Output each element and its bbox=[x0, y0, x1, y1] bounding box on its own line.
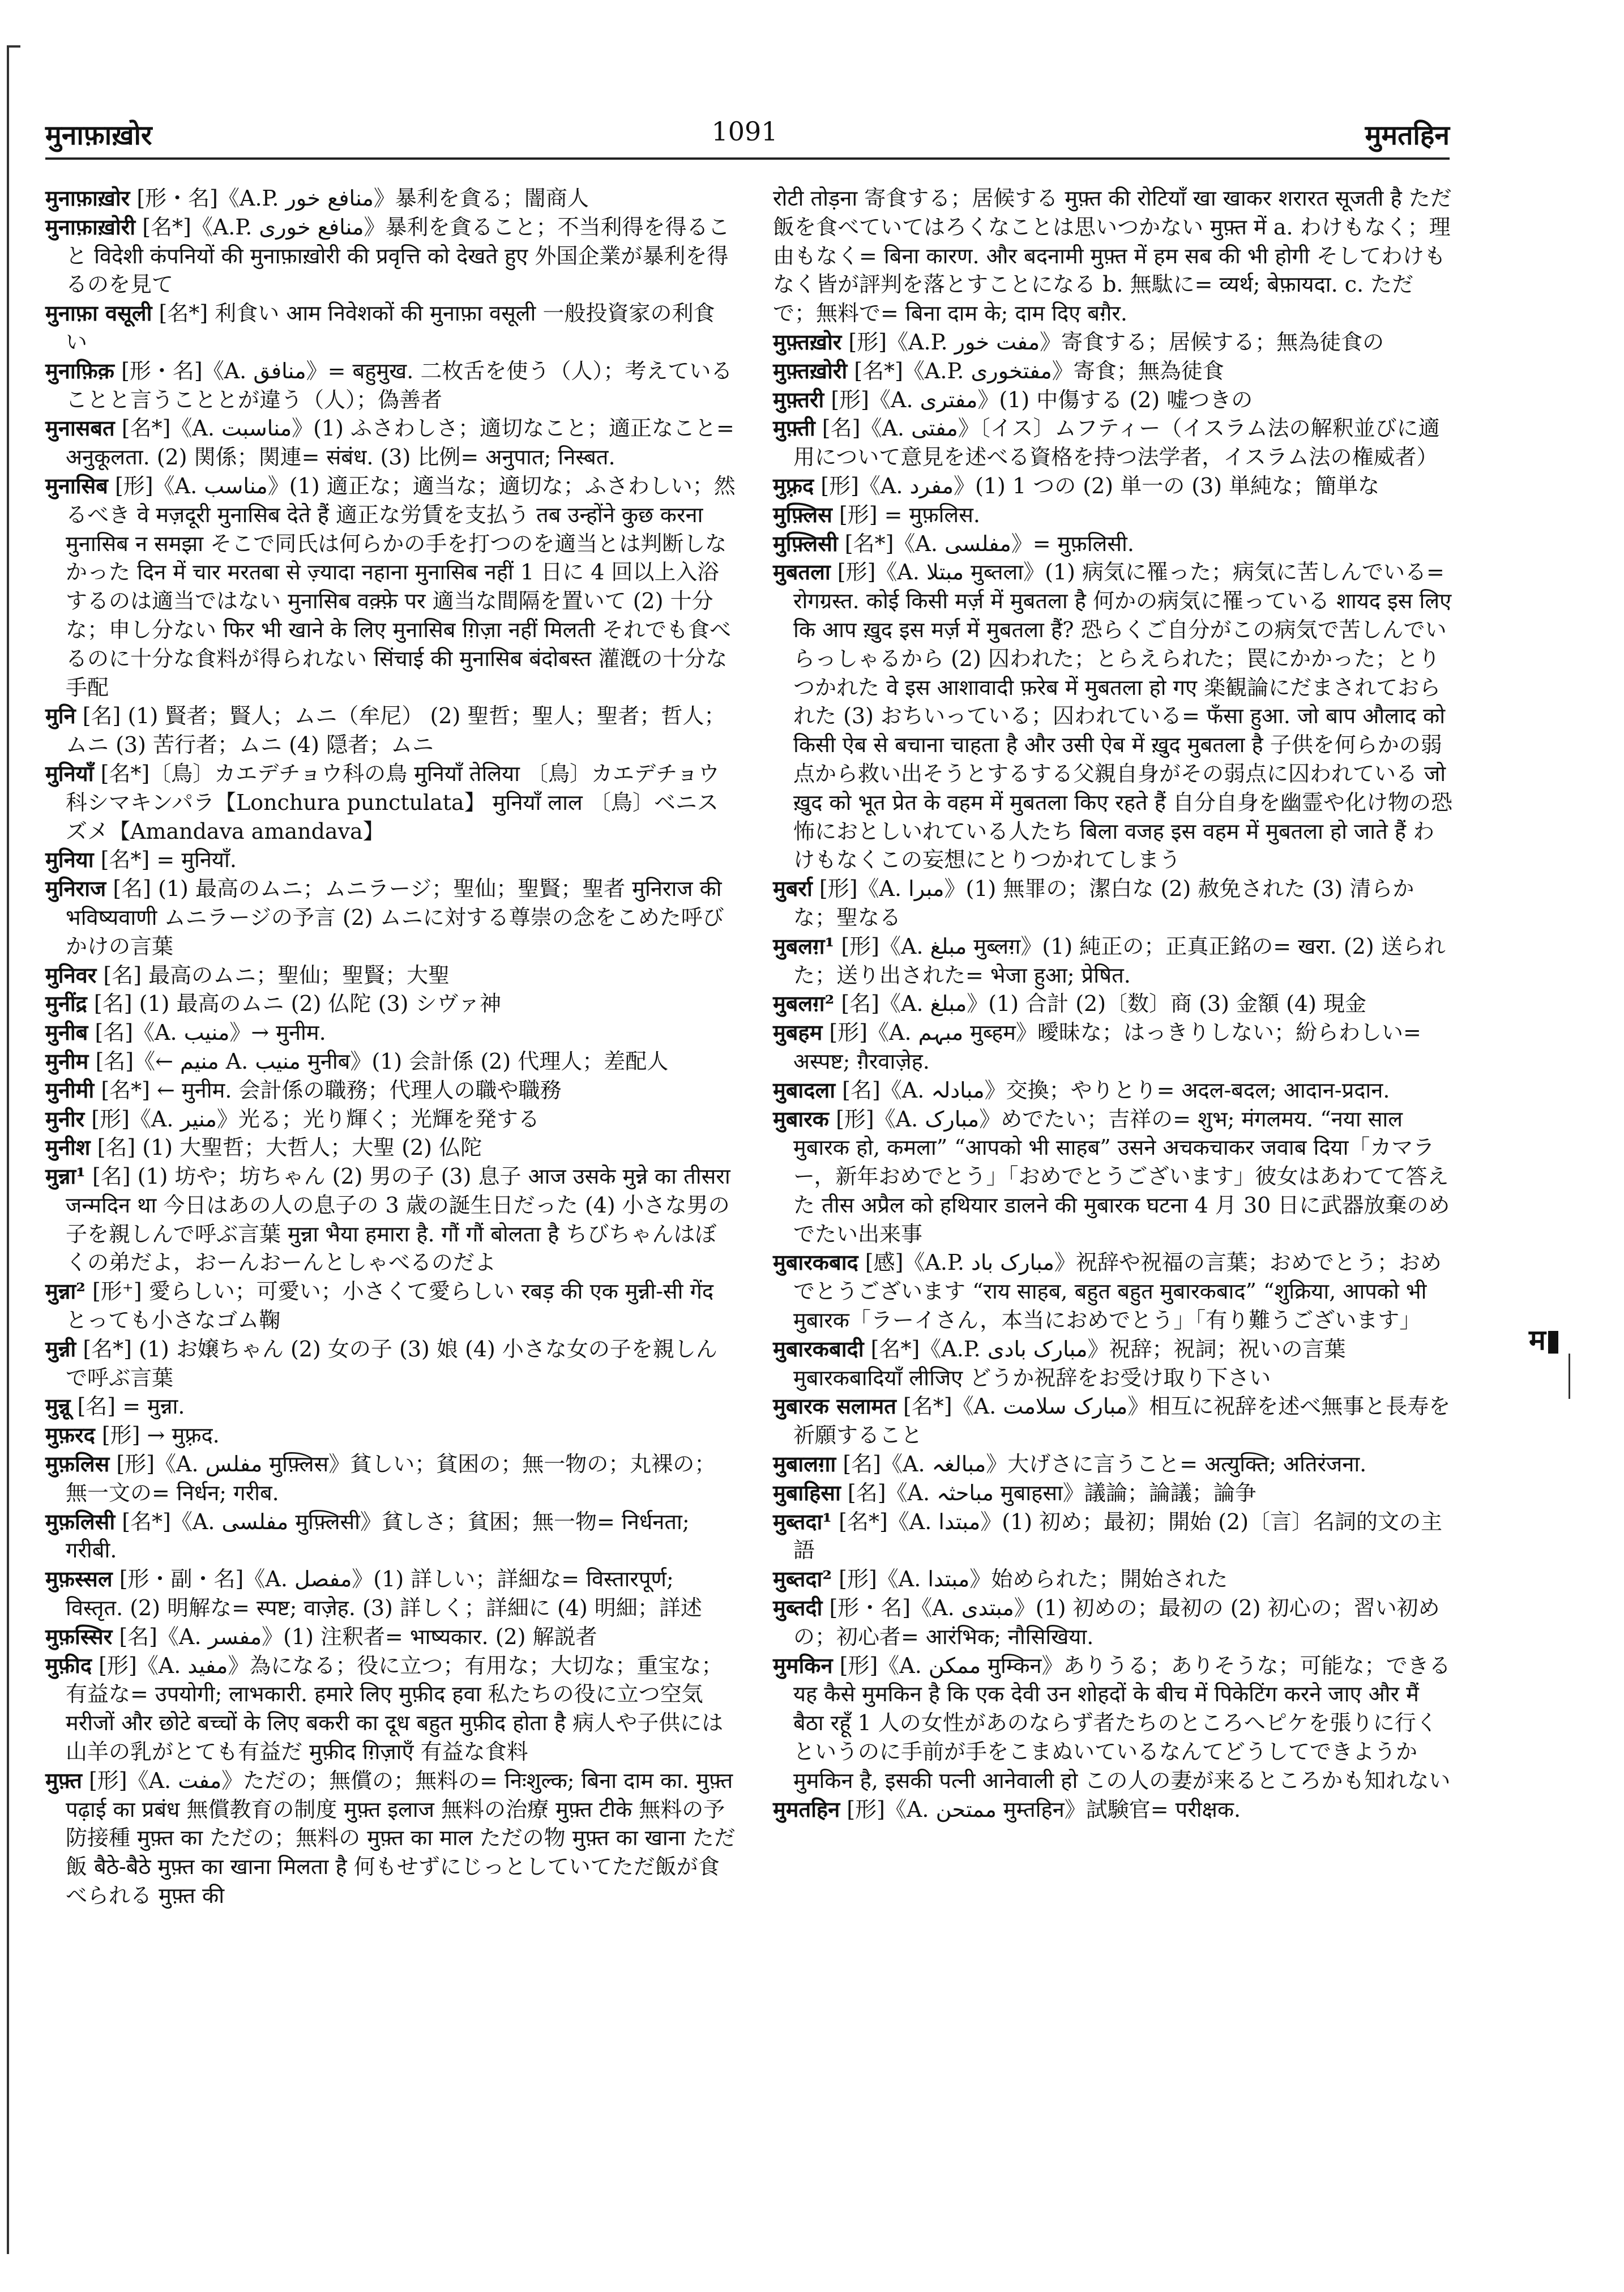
right-column bbox=[773, 184, 1455, 1824]
entry-definition: [名*]《A. مفلسی मुफ़्लिसी》貧しさ；貧困；無一物= निर्धनता; गरीबी. bbox=[66, 1509, 690, 1563]
entry-definition: [名]《A. منيب》→ मुनीम. bbox=[88, 1020, 326, 1045]
entry-definition: [形]《A. منير》光る；光り輝く；光輝を発する bbox=[84, 1106, 540, 1132]
page-edge-top-left bbox=[7, 45, 9, 2254]
dictionary-entry bbox=[773, 386, 1455, 415]
entry-definition: [形]《A. ممکن मुम्किन》ありうる；ありそうな；可能な；できる यह कैसे मुमकिन है कि एक देवी उन शोहदों के बीच में पिकेटिंग करने जाए और मैं बैठा रहूँ 1 人の女性があのならず者たちのところへピケを張りに行くというのに手前が手をこまぬいているなんてどうしてできようか मुमकिन है, इसकी पत्नी आनेवाली हो この人の妻が来るところかも知れない bbox=[793, 1653, 1451, 1793]
entry-headword: मुबादला bbox=[773, 1077, 836, 1103]
entry-headword: मुनीम bbox=[45, 1048, 89, 1074]
entry-definition: [形]《A.P. مفت خور》寄食する；居候する；無為徒食の bbox=[841, 329, 1384, 355]
dictionary-entry bbox=[45, 1018, 736, 1047]
entry-definition: [形]《A. مفرد》(1) 1 つの (2) 単一の (3) 単純な；簡単な bbox=[814, 473, 1380, 498]
header-left-headword: मुनाफ़ाख़ोर bbox=[45, 119, 152, 151]
entry-definition: [名] (1) 賢者；賢人；ムニ（牟尼） (2) 聖哲；聖人；聖者；哲人；ムニ (3) 苦行者；ムニ (4) 隠者；ムニ bbox=[66, 703, 726, 758]
entry-headword: मुन्नी bbox=[45, 1335, 76, 1361]
entry-headword: मुमकिन bbox=[773, 1652, 833, 1678]
entry-definition: [形]《A. مفلس मुफ़्लिस》貧しい；貧困の；無一物の；丸裸の；無一文の= निर्धन; गरीब. bbox=[66, 1452, 716, 1505]
entry-headword: मुबलग़² bbox=[773, 991, 835, 1017]
entry-definition: [名] (1) 坊や；坊ちゃん (2) 男の子 (3) 息子 आज उसके मुन्ने का तीसरा जन्मदिन था 今日はあの人の息子の 3 歳の誕生日だった (4) 小さな男の子を親しんで呼ぶ言葉 मुन्ना भैया हमारा है. गौं गौं बोलता है ちびちゃんはぼくの弟だよ，おーんおーんとしゃべるのだよ bbox=[66, 1164, 730, 1275]
dictionary-entry bbox=[45, 846, 736, 874]
thumb-index-line bbox=[1569, 1354, 1570, 1399]
dictionary-entry bbox=[45, 1651, 736, 1766]
dictionary-entry bbox=[45, 1076, 736, 1105]
entry-definition: [名*]《A. مفلسی》= मुफ़लिसी. bbox=[837, 531, 1134, 556]
dictionary-entry bbox=[45, 414, 736, 472]
entry-definition: [名*] = मुनियाँ. bbox=[93, 847, 237, 873]
dictionary-entry bbox=[773, 1392, 1455, 1450]
dictionary-entry bbox=[45, 1450, 736, 1508]
entry-definition: [名*]《A. مبارک سلامت》相互に祝辞を述べ無事と長寿を祈願すること bbox=[793, 1394, 1451, 1448]
entry-definition: [形]《A. مبرا》(1) 無罪の；潔白な (2) 赦免された (3) 清らかな；聖なる bbox=[793, 876, 1414, 930]
entry-definition: [名] 最高のムニ；聖仙；聖賢；大聖 bbox=[96, 962, 450, 988]
entry-headword: मुबारक bbox=[773, 1106, 829, 1132]
entry-headword: मुमतहिन bbox=[773, 1796, 840, 1822]
page-edge-corner bbox=[7, 45, 20, 48]
dictionary-entry bbox=[45, 874, 736, 961]
entry-headword: मुनाफ़ा वसूली bbox=[45, 300, 152, 326]
entry-headword: मुनाफ़ाख़ोरी bbox=[45, 214, 136, 240]
entry-headword: मुफ़्तख़ोर bbox=[773, 328, 842, 355]
dictionary-entry bbox=[773, 1018, 1455, 1076]
entry-definition: [形]《A. ممتحن मुम्तहिन》試験官= परीक्षक. bbox=[840, 1796, 1241, 1822]
entry-headword: मुनीब bbox=[45, 1019, 88, 1045]
entry-definition: [感]《A.P. مبارک باد》祝辞や祝福の言葉；おめでとう；おめでとうございます “राय साहब, बहुत बहुत मुबारकबाद” “शुक्रिया, आपको भी मुबारक「ラーイさん，本当におめでとう」「有り難うございます」 bbox=[793, 1250, 1442, 1333]
entry-definition: [名]《A. مبلغ》(1) 合計 (2)〔数〕商 (3) 金額 (4) 現金 bbox=[834, 991, 1367, 1017]
entry-definition: [名]《A. مفتی》〔イス〕ムフティー（イスラム法の解釈並びに適用について意見を述べる資格を持つ法学者，イスラム法の権威者） bbox=[793, 416, 1440, 470]
dictionary-entry bbox=[773, 1651, 1455, 1795]
thumb-index-tab bbox=[1529, 1320, 1558, 1358]
entry-definition: [名] (1) 大聖哲；大哲人；大聖 (2) 仏陀 bbox=[90, 1135, 482, 1160]
entry-headword: मुबारकबादी bbox=[773, 1335, 864, 1361]
header-right-headword: मुमतहिन bbox=[1365, 119, 1450, 151]
entry-headword: मुफ़स्सिर bbox=[45, 1623, 113, 1649]
entry-definition: [名*]《A.P. مبارک بادی》祝辞；祝詞；祝いの言葉 मुबारकबादियाँ लीजिए どうか祝辞をお受け取り下さい bbox=[793, 1336, 1346, 1390]
entry-headword: मुनाफ़िक़ bbox=[45, 357, 114, 383]
entry-definition: [名*]《A. مبتدا》(1) 初め；最初；開始 (2)〔言〕名詞的文の主語 bbox=[793, 1509, 1443, 1563]
entry-definition: [形]《A. مفتری》(1) 中傷する (2) 嘘つきの bbox=[824, 387, 1253, 412]
entry-definition: [名*]〔鳥〕カエデチョウ科の鳥 मुनियाँ तेलिया 〔鳥〕カエデチョウ科シマキンパラ【Lonchura punctulata】 मुनियाँ लाल 〔鳥〕ベニスズメ【Amandava amandava】 bbox=[66, 761, 720, 844]
entry-headword: मुब्तदा² bbox=[773, 1566, 832, 1592]
dictionary-entry bbox=[773, 558, 1455, 874]
entry-headword: मुबर्रा bbox=[773, 876, 813, 902]
entry-definition: [形] = मुफ़लिस. bbox=[832, 502, 980, 527]
dictionary-entry bbox=[773, 414, 1455, 472]
entry-headword: मुबाहिसा bbox=[773, 1479, 841, 1505]
entry-definition: [形・名]《A. مبتدی》(1) 初めの；最初の (2) 初心の；習い初めの；初心者= आरंभिक; नौसिखिया. bbox=[793, 1595, 1440, 1649]
dictionary-entry bbox=[773, 932, 1455, 990]
entry-definition: [名*]《A. مناسبت》(1) ふさわしさ；適切なこと；適正なこと= अनुकूलता. (2) 関係；関連= संबंध. (3) 比例= अनुपात; निस्बत. bbox=[66, 416, 734, 470]
entry-headword: मुनाफ़ाख़ोर bbox=[45, 185, 130, 211]
entry-headword: मुनासबत bbox=[45, 415, 115, 441]
dictionary-entry bbox=[45, 184, 736, 213]
entry-definition: [名]《A. مباحثہ मुबाहसा》議論；論議；論争 bbox=[840, 1480, 1257, 1505]
entry-definition: [名] (1) 最高のムニ；ムニラージ；聖仙；聖賢；聖者 मुनिराज की भविष्यवाणी ムニラージの予言 (2) ムニに対する尊崇の念をこめた呼びかけの言葉 bbox=[66, 876, 724, 959]
dictionary-entry bbox=[45, 1392, 736, 1421]
entry-headword: मुनियाँ bbox=[45, 760, 94, 786]
dictionary-entry bbox=[45, 1508, 736, 1565]
dictionary-entry bbox=[773, 1479, 1455, 1508]
dictionary-entry bbox=[773, 1076, 1455, 1105]
entry-definition: [名*]《A.P. منافع خوری》暴利を貪ること；不当利得を得ること विदेशी कंपनियों की मुनाफ़ाख़ोरी की प्रवृत्ति को देखते हुए 外国企業が暴利を得るのを見て bbox=[66, 214, 730, 297]
dictionary-entry bbox=[773, 989, 1455, 1018]
dictionary-entry bbox=[45, 299, 736, 357]
entry-headword: मुन्ना¹ bbox=[45, 1163, 86, 1189]
dictionary-entry bbox=[773, 1795, 1455, 1824]
dictionary-entry bbox=[45, 1047, 736, 1076]
entry-headword: मुफ़लिस bbox=[45, 1451, 110, 1477]
dictionary-entry bbox=[773, 1594, 1455, 1651]
header-rule bbox=[45, 157, 1450, 160]
dictionary-entry bbox=[773, 1565, 1455, 1594]
dictionary-entry bbox=[45, 1133, 736, 1162]
entry-definition: [形]《A. مبتدا》始められた；開始された bbox=[832, 1567, 1228, 1592]
dictionary-entry bbox=[45, 759, 736, 846]
entry-headword: मुबहम bbox=[773, 1019, 823, 1045]
entry-headword: मुफ़्तख़ोरी bbox=[773, 357, 848, 383]
dictionary-entry bbox=[45, 1623, 736, 1651]
dictionary-entry bbox=[45, 357, 736, 415]
dictionary-entry bbox=[45, 472, 736, 702]
dictionary-entry bbox=[45, 1766, 736, 1910]
entry-definition: [形]《A. مفت》ただの；無償の；無料の= निःशुल्क; बिना दाम का. मुफ़्त पढ़ाई का प्रबंध 無償教育の制度 मुफ़्त इलाज 無料の治療 मुफ़्त टीके 無料の予防接種 मुफ़्त का ただの；無料の मुफ़्त का माल ただの物 मुफ़्त का खाना ただ飯 बैठे-बैठे मुफ़्त का खाना मिलता है 何もせずにじっとしていてただ飯が食べられる मुफ़्त की bbox=[66, 1768, 736, 1909]
dictionary-entry bbox=[773, 1105, 1455, 1249]
page-header bbox=[40, 116, 1450, 161]
entry-definition: [形]《A. مبہم मुब्हम》曖昧な；はっきりしない；紛らわしい= अस्पष्ट; ग़ैरवाज़ेह. bbox=[793, 1020, 1421, 1074]
entry-headword: मुनीमी bbox=[45, 1077, 95, 1103]
thumb-index-mark bbox=[1548, 1331, 1558, 1354]
dictionary-entry bbox=[45, 961, 736, 990]
dictionary-entry bbox=[773, 472, 1455, 501]
entry-headword: मुनींद्र bbox=[45, 991, 87, 1017]
entry-headword: मुबारक सलामत bbox=[773, 1393, 896, 1419]
entry-definition: [形]《A. مبارک》めでたい；吉祥の= शुभ; मंगलमय. “नया साल मुबारक हो, कमला” “आपको भी साहब” उसने अचकचाकर जवाब दिया「カマラー，新年おめでとう」「おめでとうございます」彼女はあわてて答えた तीस अप्रैल को हथियार डालने की मुबारक घटना 4 月 30 日に武器放棄のめでたい出来事 bbox=[793, 1106, 1450, 1247]
entry-headword: मुफ़स्सल bbox=[45, 1566, 113, 1592]
entry-definition: [形]《A. مبلغ मुब्लग़》(1) 純正の；正真正銘の= खरा. (2) 送られた；送り出された= भेजा हुआ; प्रेषित. bbox=[793, 933, 1446, 988]
entry-definition: [形・副・名]《A. مفصل》(1) 詳しい；詳細な= विस्तारपूर्ण; विस्तृत. (2) 明解な= स्पष्ट; वाज़ेह. (3) 詳しく；詳細に (4) 明細；詳述 bbox=[66, 1567, 702, 1621]
dictionary-entry bbox=[773, 1335, 1455, 1393]
entry-headword: मुन्ना² bbox=[45, 1278, 86, 1304]
left-column bbox=[45, 184, 736, 1910]
dictionary-entry bbox=[773, 501, 1455, 530]
entry-definition: [名]《A. مبادلہ》交換；やりとり= अदल-बदल; आदान-प्रदान. bbox=[835, 1077, 1390, 1103]
entry-definition: [名*]《A.P. مفتخوری》寄食；無為徒食 bbox=[847, 358, 1224, 383]
entry-headword: मुफ़रद bbox=[45, 1422, 95, 1448]
dictionary-entry bbox=[773, 357, 1455, 386]
dictionary-entry bbox=[45, 1421, 736, 1450]
entry-definition: [名]《A. مفسر》(1) 注釈者= भाष्यकार. (2) 解説者 bbox=[112, 1624, 597, 1649]
entry-headword: मुनीश bbox=[45, 1134, 91, 1160]
page-number: 1091 bbox=[711, 116, 778, 147]
entry-definition: [形]《A. مفيد》為になる；役に立つ；有用な；大切な；重宝な；有益な= उपयोगी; लाभकारी. हमारे लिए मुफ़ीद हवा 私たちの役に立つ空気 मरीजों और छोटे बच्चों के लिए बकरी का दूध बहुत मुफ़ीद होता है 病人や子供には山羊の乳がとても有益だ मुफ़ीद ग़िज़ाएँ 有益な食料 bbox=[66, 1653, 724, 1765]
entry-headword: मुनिराज bbox=[45, 876, 106, 902]
entry-headword: मुफ़्रद bbox=[773, 472, 814, 498]
dictionary-entry bbox=[773, 530, 1455, 558]
dictionary-entry bbox=[773, 874, 1455, 932]
entry-definition: [形] → मुफ़्रद. bbox=[95, 1423, 220, 1448]
entry-headword: मुनासिब bbox=[45, 472, 108, 498]
entry-headword: मुनिया bbox=[45, 847, 94, 873]
dictionary-entry bbox=[45, 1162, 736, 1277]
entry-definition: [名*] 利食い आम निवेशकों की मुनाफ़ा वसूली 一般投資家の利食い bbox=[66, 301, 715, 355]
entry-definition: रोटी तोड़ना 寄食する；居候する मुफ़्त की रोटियाँ खा खाकर शरारत सूजती है ただ飯を食べていてはろくなことは思いつかない मुफ़्त में a. わけもなく；理由もなく= बिना कारण. और बदनामी मुफ़्त में हम सब की भी होगी そしてわけもなく皆が評判を落とすことになる b. 無駄に= व्यर्थ; बेफ़ायदा. c. ただで；無料で= बिना दाम के; दाम दिए बग़ैर. bbox=[773, 186, 1452, 326]
entry-definition: [名*] (1) お嬢ちゃん (2) 女の子 (3) 娘 (4) 小さな女の子を親しんで呼ぶ言葉 bbox=[66, 1336, 717, 1390]
entry-definition: [名]《← منيم A. منيب मुनीब》(1) 会計係 (2) 代理人；差配人 bbox=[88, 1048, 669, 1074]
entry-definition: [名] (1) 最高のムニ (2) 仏陀 (3) シヴァ神 bbox=[87, 991, 502, 1017]
dictionary-entry bbox=[45, 1277, 736, 1335]
dictionary-entry bbox=[45, 213, 736, 299]
dictionary-entry bbox=[45, 1105, 736, 1134]
entry-headword: मुफ़्लिसी bbox=[773, 530, 838, 556]
entry-headword: मुफ़ीद bbox=[45, 1652, 92, 1678]
entry-headword: मुबालग़ा bbox=[773, 1451, 836, 1477]
entry-definition: [形・名]《A.P. منافع خور》暴利を貪る；闇商人 bbox=[130, 186, 589, 211]
entry-headword: मुब्तदी bbox=[773, 1595, 823, 1621]
dictionary-entry bbox=[773, 184, 1455, 328]
dictionary-entry bbox=[45, 1565, 736, 1623]
entry-definition: [名] = मुन्ना. bbox=[70, 1394, 185, 1419]
entry-definition: [名*] ← मुनीम. 会計係の職務；代理人の職や職務 bbox=[94, 1077, 562, 1103]
entry-headword: मुफ़लिसी bbox=[45, 1508, 116, 1534]
entry-definition: [名]《A. مبالغہ》大げさに言うこと= अत्युक्ति; अतिरंजना. bbox=[836, 1452, 1367, 1477]
entry-headword: मुनीर bbox=[45, 1106, 85, 1132]
entry-headword: मुनि bbox=[45, 703, 76, 729]
entry-headword: मुबतला bbox=[773, 559, 831, 585]
dictionary-entry bbox=[773, 1450, 1455, 1479]
entry-definition: [形]《A. مناسب》(1) 適正な；適当な；適切な；ふさわしい；然るべき वे मज़दूरी मुनासिब देते हैं 適正な労賃を支払う तब उन्होंने कुछ करना मुनासिब न समझा そこで同氏は何らかの手を打つのを適当とは判断しなかった दिन में चार मरतबा से ज़्यादा नहाना मुनासिब नहीं 1 日に 4 回以上入浴するのは適当ではない मुनासिब वक़्फ़े पर 適当な間隔を置いて (2) 十分な；申し分ない फिर भी खाने के लिए मुनासिब ग़िज़ा नहीं मिलती それでも食べるのに十分な食料が得られない सिंचाई की मुनासिब बंदोबस्त 灌漑の十分な手配 bbox=[66, 473, 736, 700]
entry-headword: मुफ़्त bbox=[45, 1767, 82, 1793]
entry-headword: मुबलग़¹ bbox=[773, 933, 835, 959]
dictionary-entry bbox=[773, 1248, 1455, 1334]
entry-headword: मुफ़्ती bbox=[773, 415, 815, 441]
entry-headword: मुफ़्लिस bbox=[773, 501, 832, 527]
dictionary-entry bbox=[773, 1508, 1455, 1565]
entry-headword: मुबारकबाद bbox=[773, 1249, 858, 1275]
dictionary-entry bbox=[45, 1335, 736, 1393]
entry-headword: मुब्तदा¹ bbox=[773, 1508, 832, 1534]
entry-headword: मुन्नू bbox=[45, 1393, 71, 1419]
entry-headword: मुफ़्तरी bbox=[773, 386, 824, 412]
thumb-index-letter: म bbox=[1529, 1323, 1546, 1356]
entry-headword: मुनिवर bbox=[45, 962, 97, 988]
entry-definition: [形]《A. مبتلا मुब्तला》(1) 病気に罹った；病気に苦しんでいる= रोगग्रस्त. कोई किसी मर्ज़ में मुबतला है 何かの病気に罹っている शायद इस लिए कि आप ख़ुद इस मर्ज़ में मुबतला हैं? 恐らくご自分がこの病気で苦しんでいらっしゃるから (2) 囚われた；とらえられた；罠にかかった；とりつかれた वे इस आशावादी फ़रेब में मुबतला हो गए 楽観論にだまされておられた (3) おちいっている；囚われている= फँसा हुआ. जो बाप औलाद को किसी ऐब से बचाना चाहता है और उसी ऐब में ख़ुद मुबतला है 子供を何らかの弱点から救い出そうとするする父親自身がその弱点に囚われている जो ख़ुद को भूत प्रेत के वहम में मुबतला किए रहते हैं 自分自身を幽霊や化け物の恐怖におとしいれている人たち बिला वजह इस वहम में मुबतला हो जाते हैं わけもなくこの妄想にとりつかれてしまう bbox=[793, 560, 1453, 873]
dictionary-entry bbox=[773, 328, 1455, 357]
dictionary-entry bbox=[45, 702, 736, 759]
entry-definition: [形⁺] 愛らしい；可愛い；小さくて愛らしい रबड़ की एक मुन्नी-सी गेंद とっても小さなゴム鞠 bbox=[66, 1279, 714, 1333]
entry-definition: [形・名]《A. منافق》= बहुमुख. 二枚舌を使う（人）；考えていることと言うこととが違う（人）；偽善者 bbox=[66, 358, 733, 412]
dictionary-entry bbox=[45, 989, 736, 1018]
